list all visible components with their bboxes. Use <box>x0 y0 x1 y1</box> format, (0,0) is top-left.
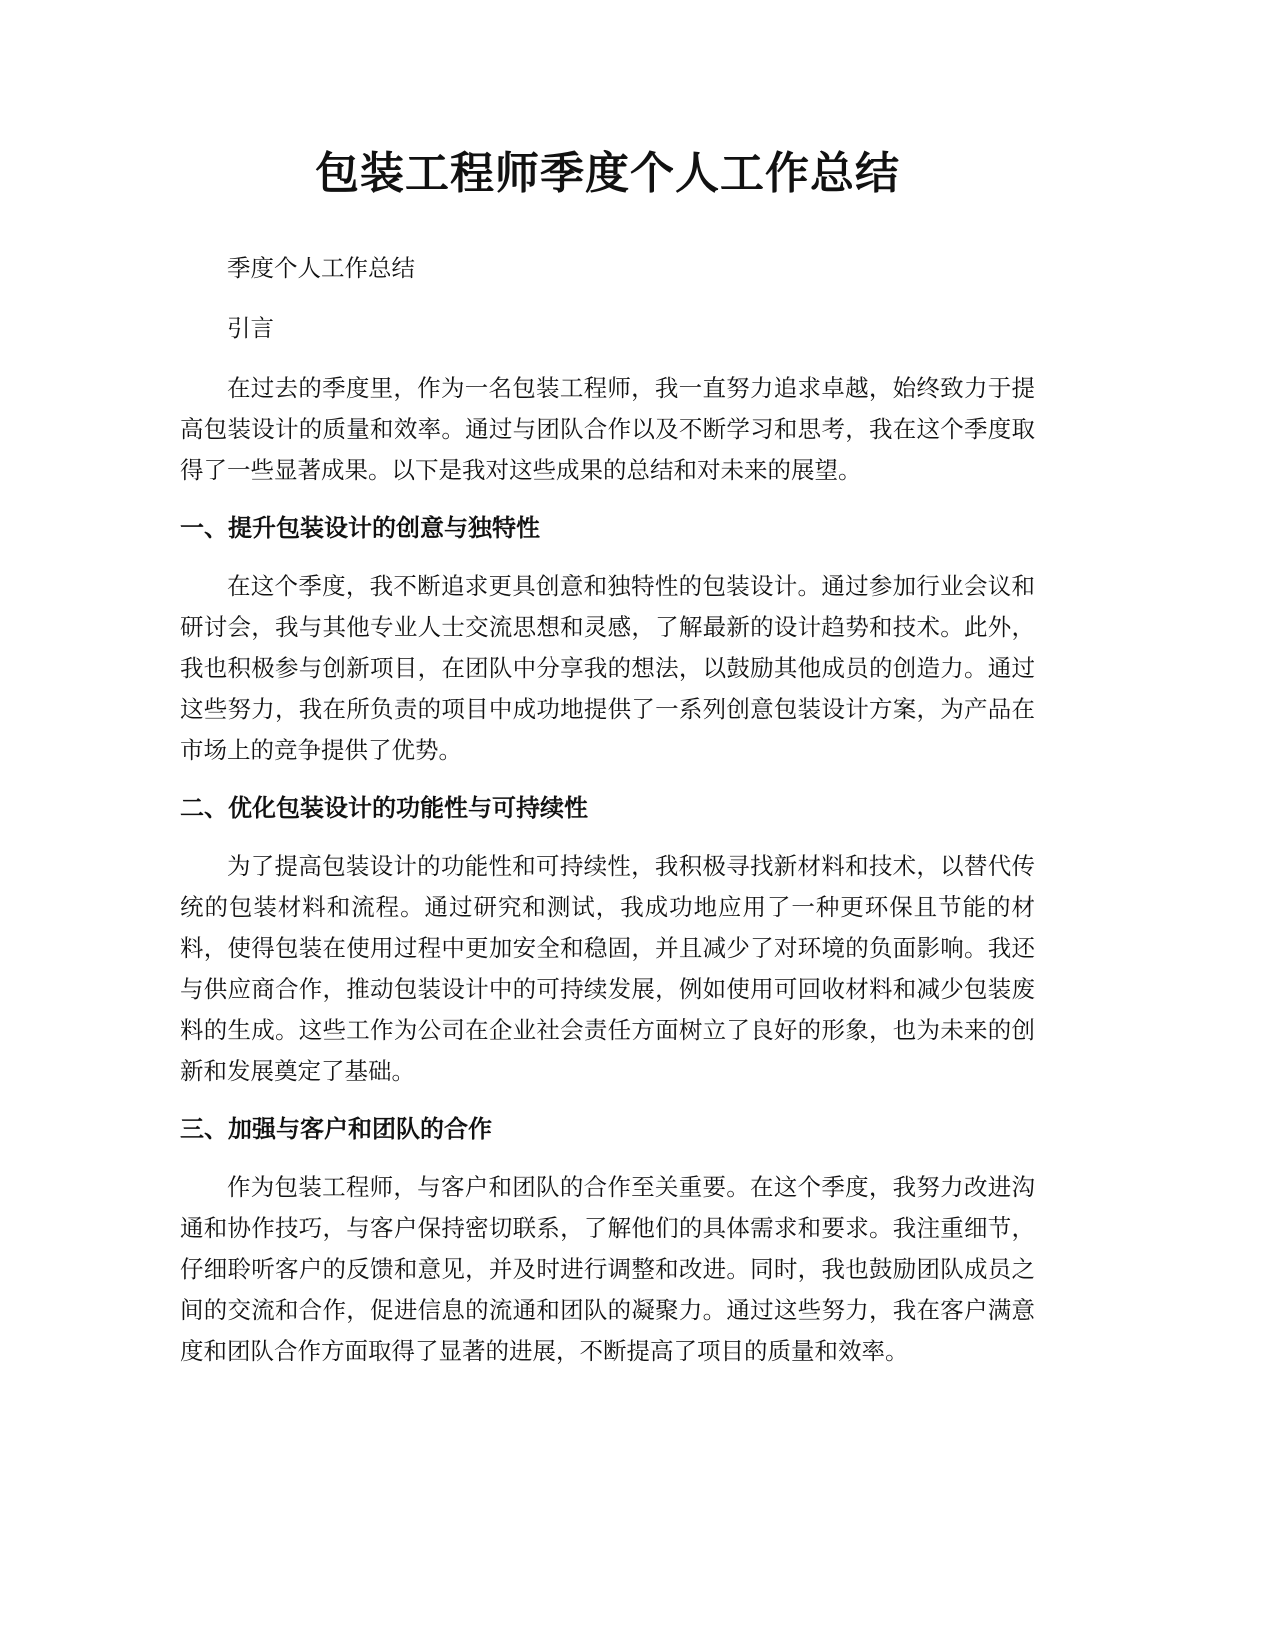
intro-label: 引言 <box>227 314 274 342</box>
section-body-2: 为了提高包装设计的功能性和可持续性，我积极寻找新材料和技术，以替代传统的包装材料和流程。通过研究和测试，我成功地应用了一种更环保且节能的材料，使得包装在使用过程中更加安全和稳固，并且减少了对环境的负面影响。我还与供应商合作，推动包装设计中的可持续发展，例如使用可回收材料和减少包装废料的生成。这些工作为公司在企业社会责任方面树立了良好的形象，也为未来的创新和发展奠定了基础。 <box>180 852 1035 1085</box>
section-body-1: 在这个季度，我不断追求更具创意和独特性的包装设计。通过参加行业会议和研讨会，我与其他专业人士交流思想和灵感，了解最新的设计趋势和技术。此外，我也积极参与创新项目，在团队中分享我的想法，以鼓励其他成员的创造力。通过这些努力，我在所负责的项目中成功地提供了一系列创意包装设计方案，为产品在市场上的竞争提供了优势。 <box>180 572 1035 764</box>
section-heading-2: 二、优化包装设计的功能性与可持续性 <box>180 794 588 822</box>
document-title: 包装工程师季度个人工作总结 <box>315 148 900 199</box>
section-heading-3: 三、加强与客户和团队的合作 <box>180 1115 492 1143</box>
intro-paragraph: 在过去的季度里，作为一名包装工程师，我一直努力追求卓越，始终致力于提高包装设计的质量和效率。通过与团队合作以及不断学习和思考，我在这个季度取得了一些显著成果。以下是我对这些成果的总结和对未来的展望。 <box>180 374 1035 484</box>
section-heading-1: 一、提升包装设计的创意与独特性 <box>180 514 540 542</box>
document-subtitle: 季度个人工作总结 <box>227 254 415 282</box>
section-body-3: 作为包装工程师，与客户和团队的合作至关重要。在这个季度，我努力改进沟通和协作技巧，与客户保持密切联系，了解他们的具体需求和要求。我注重细节，仔细聆听客户的反馈和意见，并及时进行调整和改进。同时，我也鼓励团队成员之间的交流和合作，促进信息的流通和团队的凝聚力。通过这些努力，我在客户满意度和团队合作方面取得了显著的进展，不断提高了项目的质量和效率。 <box>180 1173 1035 1365</box>
document-page <box>180 140 1035 1389</box>
